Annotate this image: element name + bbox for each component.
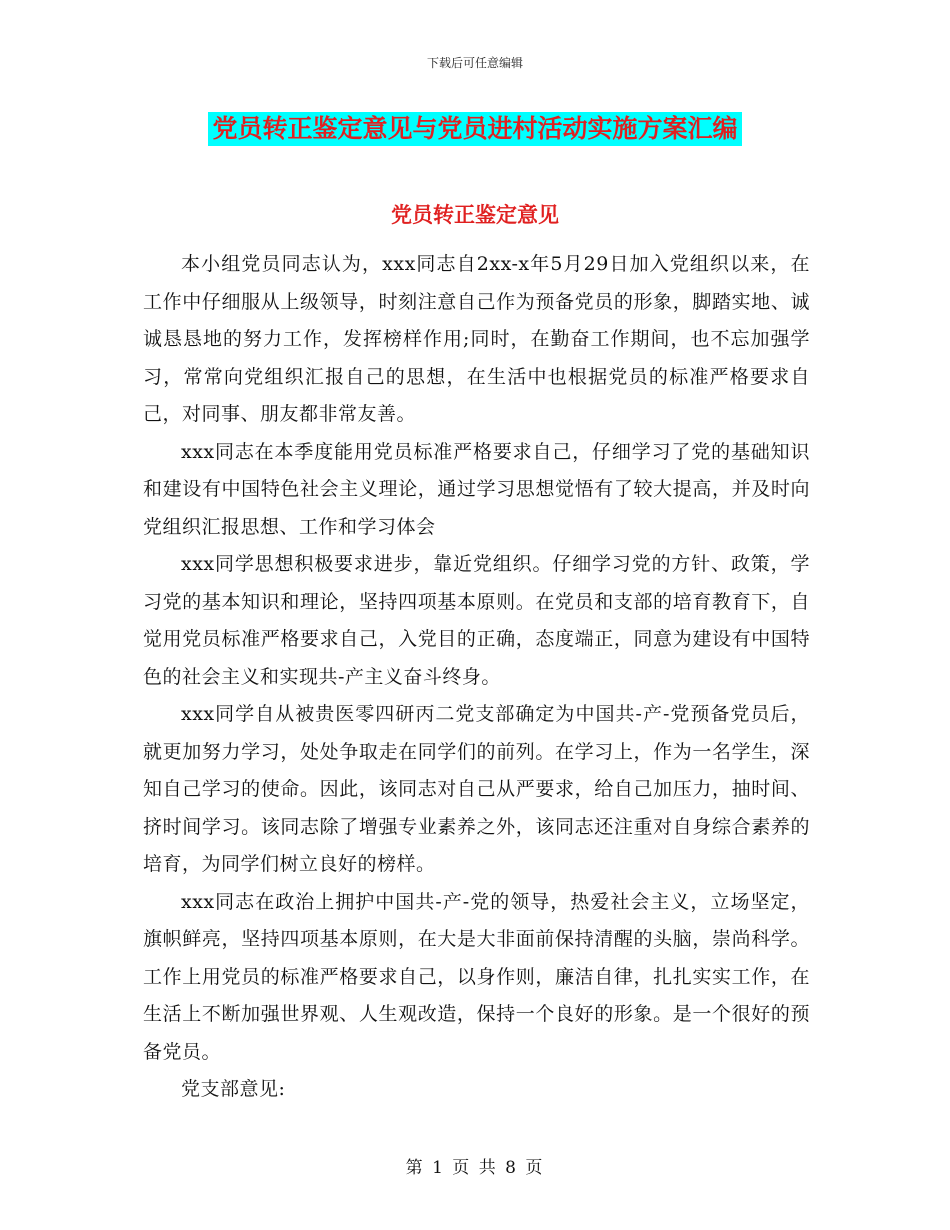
paragraph: 本小组党员同志认为，xxx同志自2xx-x年5月29日加入党组织以来，在工作中仔细服从上级领导，时刻注意自己作为预备党员的形象，脚踏实地、诚诚恳恳地的努力工作，发挥榜样作用;同时，在勤奋工作期间，也不忘加强学习，常常向党组织汇报自己的思想，在生活中也根据党员的标准严格要求自己，对同事、朋友都非常友善。 bbox=[143, 253, 810, 425]
document-title: 党员转正鉴定意见与党员进村活动实施方案汇编 bbox=[208, 112, 741, 146]
page-number-footer: 第 1 页 共 8 页 bbox=[405, 1158, 545, 1178]
paragraph: xxx同志在政治上拥护中国共-产-党的领导，热爱社会主义，立场坚定，旗帜鲜亮，坚持四项基本原则，在大是大非面前保持清醒的头脑，崇尚科学。工作上用党员的标准严格要求自己，以身作则，廉洁自律，扎扎实实工作，在生活上不断加强世界观、人生观改造，保持一个良好的形象。是一个很好的预备党员。 bbox=[143, 890, 810, 1063]
paragraph: xxx同学自从被贵医零四研丙二党支部确定为中国共-产-党预备党员后，就更加努力学习，处处争取走在同学们的前列。在学习上，作为一名学生，深知自己学习的使命。因此，该同志对自己从严要求，给自己加压力，抽时间、挤时间学习。该同志除了增强专业素养之外，该同志还注重对自身综合素养的培育，为同学们树立良好的榜样。 bbox=[143, 703, 810, 875]
document-title-container bbox=[0, 112, 950, 146]
section-title: 党员转正鉴定意见 bbox=[391, 203, 559, 227]
document-body bbox=[143, 246, 810, 1109]
header-note: 下载后可任意编辑 bbox=[426, 56, 523, 70]
paragraph: xxx同志在本季度能用党员标准严格要求自己，仔细学习了党的基础知识和建设有中国特色社会主义理论，通过学习思想觉悟有了较大提高，并及时向党组织汇报思想、工作和学习体会 bbox=[143, 440, 810, 538]
paragraph-party-branch-opinion: 党支部意见: bbox=[181, 1078, 286, 1100]
paragraph: xxx同学思想积极要求进步，靠近党组织。仔细学习党的方针、政策，学习党的基本知识和理论，坚持四项基本原则。在党员和支部的培育教育下，自觉用党员标准严格要求自己，入党目的正确，态度端正，同意为建设有中国特色的社会主义和实现共-产主义奋斗终身。 bbox=[143, 553, 810, 688]
